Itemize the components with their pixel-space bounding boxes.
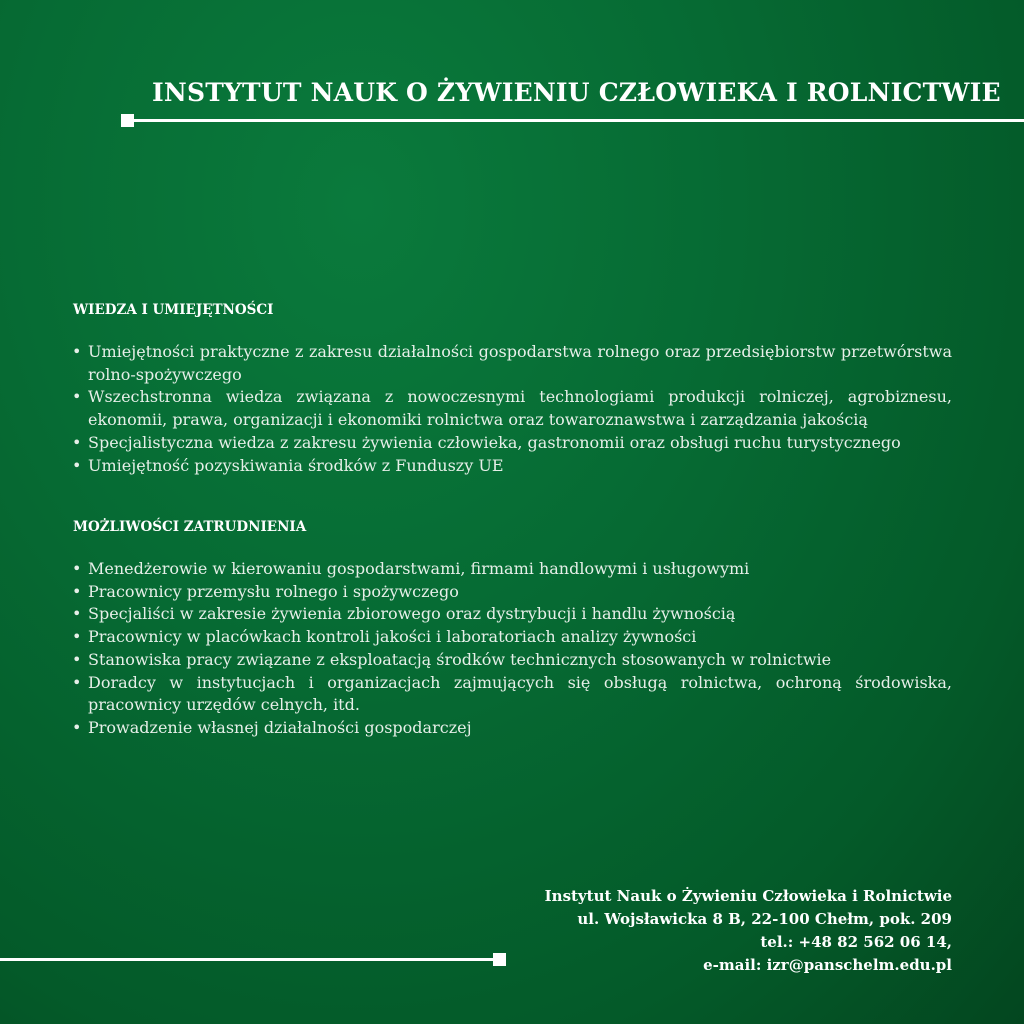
top-divider-square xyxy=(121,114,134,127)
bullet-icon: • xyxy=(72,717,82,737)
list-item xyxy=(72,717,952,740)
list-item xyxy=(72,386,952,431)
contact-email: e-mail: izr@panschelm.edu.pl xyxy=(703,956,952,974)
list-item xyxy=(72,672,952,717)
bullet-icon: • xyxy=(72,581,82,601)
list-item-text: Menedżerowie w kierowaniu gospodarstwami, firmami handlowymi i usługowymi xyxy=(88,559,750,578)
list-item-text: Pracownicy w placówkach kontroli jakości i laboratoriach analizy żywności xyxy=(88,627,697,647)
bullet-icon: • xyxy=(72,559,82,578)
list-item-text: Stanowiska pracy związane z eksploatacją środków technicznych stosowanych w rolnictwie xyxy=(88,649,832,669)
list-item-text: Specjaliści w zakresie żywienia zbiorowego oraz dystrybucji i handlu żywnością xyxy=(88,604,736,624)
bottom-divider-square xyxy=(493,953,506,966)
list-item xyxy=(72,432,952,455)
bullet-icon: • xyxy=(72,649,82,669)
knowledge-list xyxy=(72,341,952,477)
list-item xyxy=(72,341,952,386)
section-heading-employment: MOŻLIWOŚCI ZATRUDNIENIA xyxy=(73,519,307,535)
bullet-icon: • xyxy=(72,672,82,692)
list-item-text: Specjalistyczna wiedza z zakresu żywienia człowieka, gastronomii oraz obsługi ruchu turystycznego xyxy=(88,432,901,452)
list-item xyxy=(72,455,952,478)
list-item-text: Wszechstronna wiedza związana z nowoczesnymi technologiami produkcji rolniczej, agrobiznesu, ekonomii, prawa, organizacji i ekonomiki rolnictwa oraz towaroznawstwa i zarządzania jakością xyxy=(88,387,952,430)
bottom-divider-line xyxy=(0,958,500,961)
contact-address: ul. Wojsławicka 8 B, 22-100 Chełm, pok. 209 xyxy=(577,910,952,928)
bullet-icon: • xyxy=(72,627,82,647)
contact-name: Instytut Nauk o Żywieniu Człowieka i Rolnictwie xyxy=(544,887,952,905)
list-item-text: Prowadzenie własnej działalności gospodarczej xyxy=(88,717,472,737)
list-item-text: Doradcy w instytucjach i organizacjach zajmujących się obsługą rolnictwa, ochroną środowiska, pracownicy urzędów celnych, itd. xyxy=(88,672,952,715)
list-item-text: Umiejętności praktyczne z zakresu działalności gospodarstwa rolnego oraz przedsiębiorstw przetwórstwa rolno-spożywczego xyxy=(88,342,952,384)
employment-list xyxy=(72,558,952,740)
top-divider-line xyxy=(129,119,1024,122)
list-item xyxy=(72,558,952,581)
bullet-icon: • xyxy=(72,604,82,624)
list-item xyxy=(72,581,952,604)
bullet-icon: • xyxy=(72,387,82,407)
contact-phone: tel.: +48 82 562 06 14, xyxy=(760,933,952,951)
list-item xyxy=(72,603,952,626)
list-item-text: Pracownicy przemysłu rolnego i spożywczego xyxy=(88,581,459,601)
bullet-icon: • xyxy=(72,432,82,452)
list-item-text: Umiejętność pozyskiwania środków z Funduszy UE xyxy=(88,455,504,475)
list-item xyxy=(72,626,952,649)
section-heading-knowledge: WIEDZA I UMIEJĘTNOŚCI xyxy=(73,302,274,318)
list-item xyxy=(72,649,952,672)
bullet-icon: • xyxy=(72,342,82,361)
page-title: INSTYTUT NAUK O ŻYWIENIU CZŁOWIEKA I ROLNICTWIE xyxy=(152,78,1001,107)
contact-block xyxy=(545,885,952,977)
bullet-icon: • xyxy=(72,455,82,475)
